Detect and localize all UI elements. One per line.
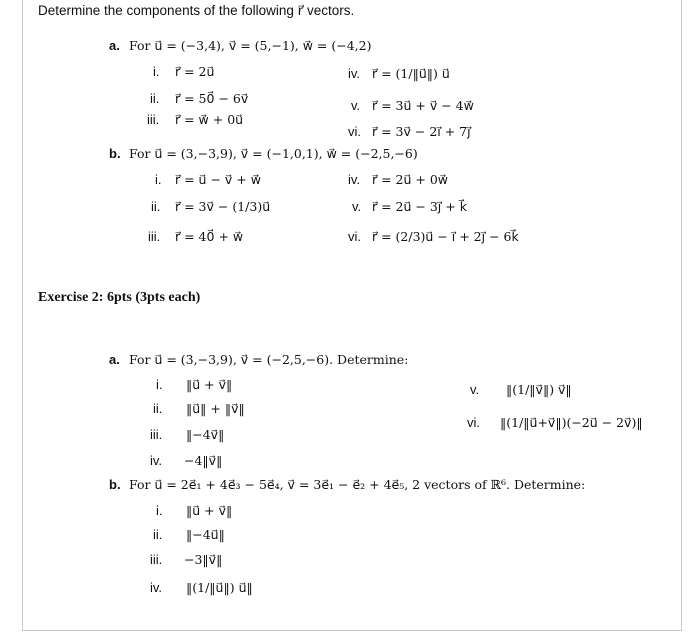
ex2-b-label: b. [109, 477, 121, 492]
ex2-a-vi-expr: ‖(1/‖u⃗+v⃗‖)(−2u⃗ − 2v⃗)‖ [500, 415, 643, 430]
part1-b-given: For u⃗ = (3,−3,9), v⃗ = (−1,0,1), w⃗ = (−2,5,−6) [129, 146, 418, 161]
part1-a-iii-expr: r⃗ = w⃗ + 0u⃗ [175, 112, 244, 127]
part1-a-i-expr: r⃗ = 2u⃗ [175, 64, 215, 79]
ex2-a-iii-num: iii. [150, 427, 163, 442]
part1-b-v-expr: r⃗ = 2u⃗ − 3ȷ⃗ + k⃗ [372, 199, 467, 214]
part1-b-i-num: i. [155, 172, 162, 187]
part1-a-vi-expr: r⃗ = 3v⃗ − 2ı⃗ + 7ȷ⃗ [372, 124, 471, 139]
ex2-a-vi-num: vi. [467, 415, 480, 430]
part1-b-i-expr: r⃗ = u⃗ − v⃗ + w⃗ [175, 172, 261, 187]
ex2-b-iv-num: iv. [150, 580, 163, 595]
ex2-b-i-expr: ‖u⃗ + v⃗‖ [186, 503, 233, 518]
ex2-a-iv-expr: −4‖v⃗‖ [184, 453, 223, 468]
ex2-b-ii-expr: ‖−4u⃗‖ [186, 527, 225, 542]
ex2-a-given: For u⃗ = (3,−3,9), v⃗ = (−2,5,−6). Determine: [129, 352, 409, 367]
part1-b-v-num: v. [352, 199, 362, 214]
ex2-a-iii-expr: ‖−4v⃗‖ [186, 427, 225, 442]
part1-a-iii-num: iii. [147, 112, 160, 127]
part1-b-vi-num: vi. [348, 229, 361, 244]
page-title: Determine the components of the following r⃗ vectors. [38, 3, 355, 18]
ex2-a-v-num: v. [470, 382, 480, 397]
part1-a-given: For u⃗ = (−3,4), v⃗ = (5,−1), w⃗ = (−4,2) [129, 38, 372, 53]
ex2-a-i-num: i. [156, 377, 163, 392]
part1-b-ii-num: ii. [151, 199, 161, 214]
part1-b-iv-expr: r⃗ = 2u⃗ + 0w⃗ [372, 172, 449, 187]
part1-a-vi-num: vi. [348, 124, 361, 139]
part1-b-ii-expr: r⃗ = 3v⃗ − (1/3)u⃗ [175, 199, 271, 214]
part1-b-vi-expr: r⃗ = (2/3)u⃗ − ı⃗ + 2ȷ⃗ − 6k⃗ [372, 229, 519, 244]
part1-a-i-num: i. [153, 64, 160, 79]
ex2-a-ii-expr: ‖u⃗‖ + ‖v⃗‖ [186, 401, 245, 416]
page-frame [22, 0, 682, 631]
part1-a-ii-num: ii. [150, 91, 160, 106]
part1-a-ii-expr: r⃗ = 50⃗ − 6v⃗ [175, 91, 249, 106]
part1-b-label: b. [109, 146, 121, 161]
part1-a-iv-expr: r⃗ = (1/‖u⃗‖) u⃗ [372, 66, 450, 81]
ex2-a-ii-num: ii. [153, 401, 163, 416]
ex2-a-label: a. [109, 352, 120, 367]
ex2-b-i-num: i. [156, 503, 163, 518]
part1-a-iv-num: iv. [348, 66, 361, 81]
part1-b-iii-num: iii. [148, 229, 161, 244]
ex2-b-iii-expr: −3‖v⃗‖ [184, 552, 223, 567]
ex2-a-iv-num: iv. [150, 453, 163, 468]
ex2-a-v-expr: ‖(1/‖v⃗‖) v⃗‖ [506, 382, 572, 397]
part1-a-v-num: v. [351, 98, 361, 113]
ex2-b-iii-num: iii. [150, 552, 163, 567]
exercise2-heading: Exercise 2: 6pts (3pts each) [38, 290, 201, 305]
part1-b-iii-expr: r⃗ = 40⃗ + w⃗ [175, 229, 244, 244]
part1-a-label: a. [109, 38, 120, 53]
part1-a-v-expr: r⃗ = 3u⃗ + v⃗ − 4w⃗ [372, 98, 474, 113]
ex2-b-given: For u⃗ = 2e⃗₁ + 4e⃗₃ − 5e⃗₄, v⃗ = 3e⃗₁ − e⃗₂ + 4e⃗₅, 2 vectors of ℝ⁶. Determine: [129, 477, 586, 492]
ex2-a-i-expr: ‖u⃗ + v⃗‖ [186, 377, 233, 392]
part1-b-iv-num: iv. [348, 172, 361, 187]
ex2-b-iv-expr: ‖(1/‖u⃗‖) u⃗‖ [186, 580, 253, 595]
ex2-b-ii-num: ii. [153, 527, 163, 542]
